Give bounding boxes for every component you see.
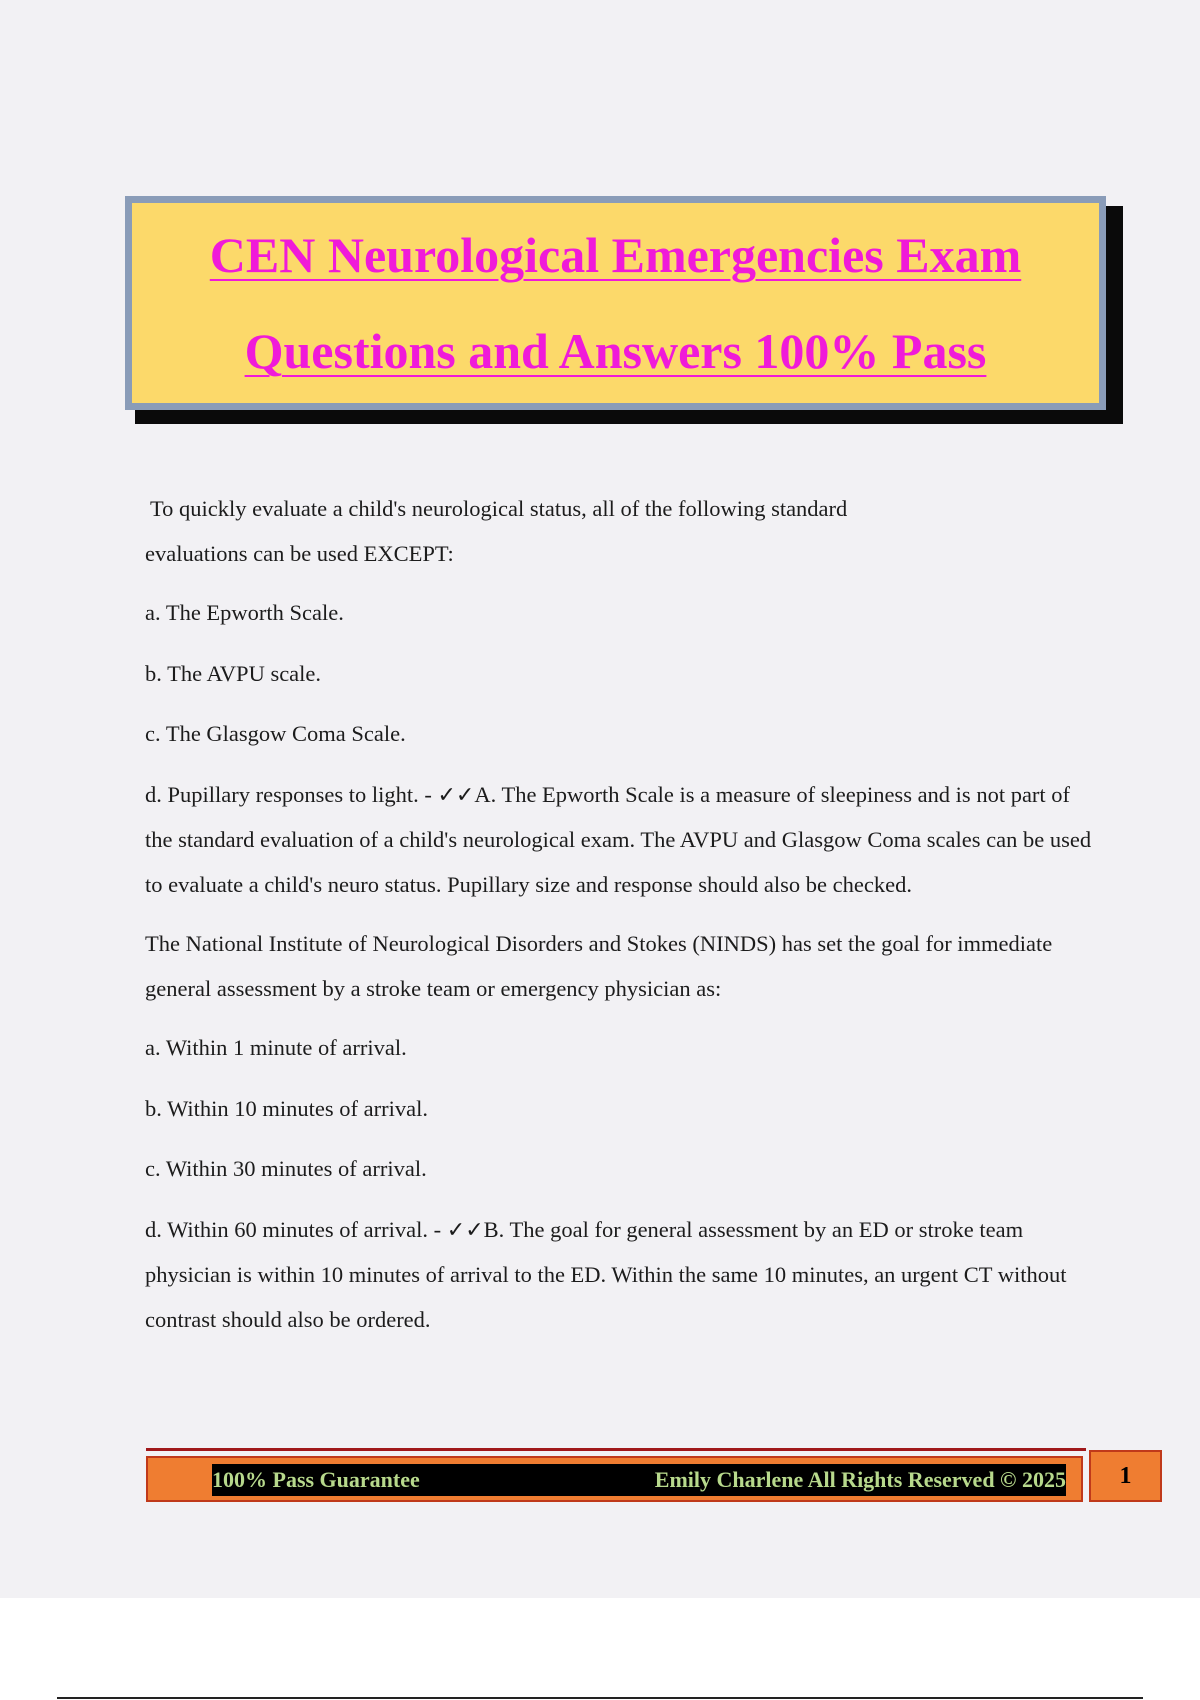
content-body [145,487,1095,1357]
question-1-option-c: c. The Glasgow Coma Scale. [145,721,406,746]
question-1-option-d-answer [145,773,1095,908]
footer-text-strip [212,1464,1066,1496]
page-number: 1 [1119,1462,1132,1489]
question-1-stem-line-2: evaluations can be used EXCEPT: [145,540,454,566]
question-2-option-b: b. Within 10 minutes of arrival. [145,1095,429,1121]
question-2-answer: B. The goal for general assessment by an ED or stroke team physician is within 10 minutes of arrival to the ED. Within the same 10 minutes, an urgent CT without contrast should also be ordered. [145,1216,1067,1332]
title-line-2: Questions and Answers 100% Pass [244,323,987,379]
question-2-option-a: a. Within 1 minute of arrival. [145,1035,407,1060]
footer-guarantee-text: 100% Pass Guarantee [212,1467,420,1492]
check-mark-icon: ✓✓ [446,1217,484,1243]
question-1-stem-line-1: To quickly evaluate a child's neurological status, all of the following standard [150,496,848,521]
title-line-1: CEN Neurological Emergencies Exam [209,227,1022,283]
page-number-box [1089,1450,1162,1502]
question-2-option-d-answer [145,1208,1095,1343]
question-1-option-d: d. Pupillary responses to light. - [145,781,438,807]
question-1-option-a: a. The Epworth Scale. [145,600,344,625]
next-page-top-rule [57,1697,1143,1699]
title-box [125,196,1106,410]
check-mark-icon: ✓✓ [437,782,475,808]
question-2-option-c: c. Within 30 minutes of arrival. [145,1156,427,1181]
question-2-stem: The National Institute of Neurological Disorders and Stokes (NINDS) has set the goal for immediate general assessment by a stroke team or emergency physician as: [145,931,1053,1001]
question-1-stem [145,487,1095,576]
question-2-option-d: d. Within 60 minutes of arrival. - [145,1216,447,1242]
footer-copyright-text: Emily Charlene All Rights Reserved © 2025 [654,1467,1066,1492]
footer-divider [146,1448,1086,1451]
question-1-option-b: b. The AVPU scale. [145,660,322,686]
question-1-answer: A. The Epworth Scale is a measure of sleepiness and is not part of the standard evaluation of a child's neurological exam. The AVPU and Glasgow Coma scales can be used to evaluate a child's neuro status. Pupillary size and response should also be checked. [145,781,1092,897]
footer-bar [146,1456,1083,1502]
